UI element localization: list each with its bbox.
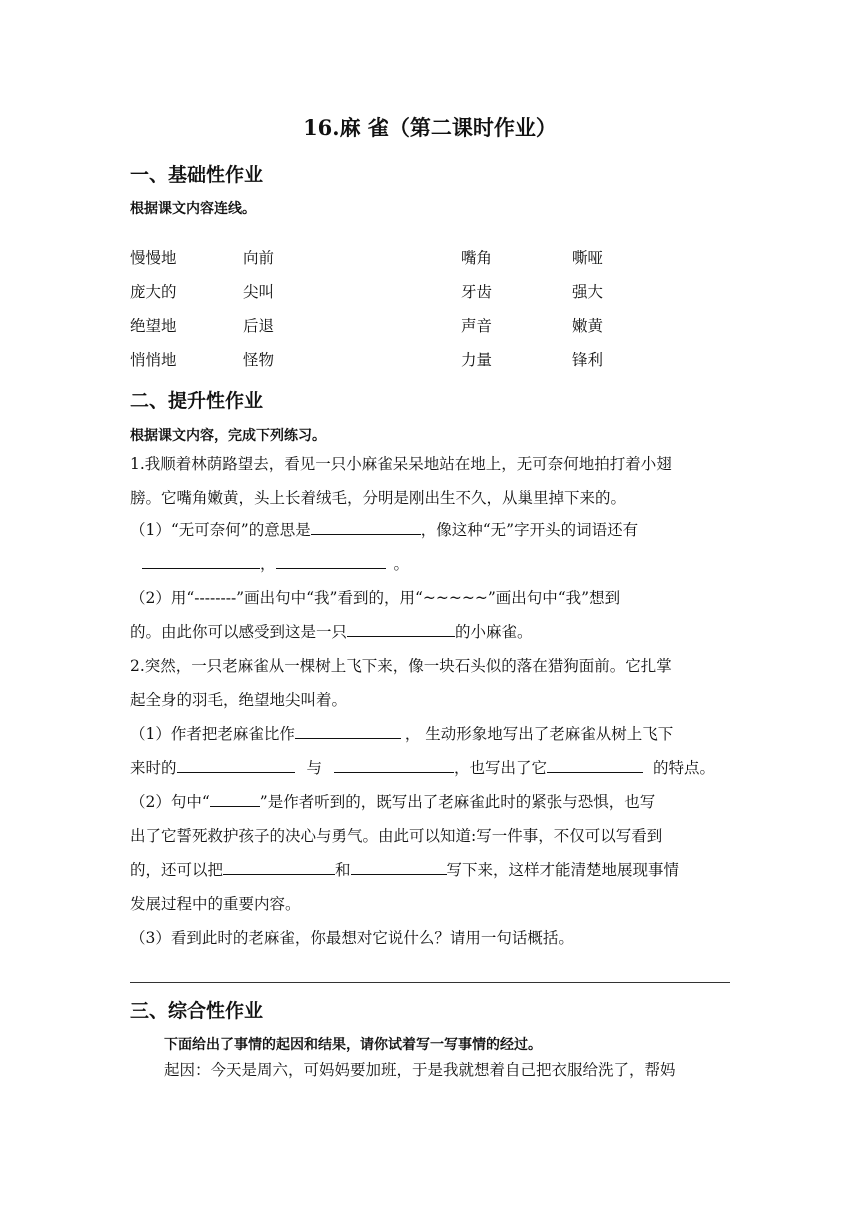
answer-blank[interactable] [210,792,260,807]
match-word: 锋利 [572,351,604,369]
q2-2-line-4: 发展过程中的重要内容。 [130,895,301,913]
section-3-instruction: 下面给出了事情的起因和结果，请你试着写一写事情的经过。 [164,1037,542,1053]
answer-blank[interactable] [223,860,335,875]
q1-2-line: （2）用“--------”画出句中“我”看到的，用“~~~~~”画出句中“我”想到 [130,589,621,607]
q2-2-text: 的，还可以把 [130,861,224,879]
answer-blank[interactable] [177,758,295,773]
q1-1-text: ，像这种“无”字开头的词语还有 [420,521,639,539]
q2-2-text: ”是作者听到的，既写出了老麻雀此时的紧张与恐惧，也写 [259,793,656,811]
q1-2-text: 的。由此你可以感受到这是一只 [130,623,348,641]
match-word: 强大 [572,283,604,301]
q2-2-line [130,790,655,812]
answer-blank[interactable] [276,554,386,569]
q1-2-text: 的小麻雀。 [455,623,533,641]
match-word: 力量 [461,351,493,369]
q2-passage-line: 起全身的羽毛，绝望地尖叫着。 [130,691,348,709]
q2-3-line: （3）看到此时的老麻雀，你最想对它说什么？请用一句话概括。 [130,929,574,947]
q1-1-line-2 [142,552,409,574]
answer-blank[interactable] [295,724,401,739]
match-word: 嘶哑 [572,249,604,267]
q2-1-text: 与 [306,759,323,777]
q2-1-text: 来时的 [130,759,177,777]
q2-passage-line: 2.突然，一只老麻雀从一棵树上飞下来，像一块石头似的落在猎狗面前。它扎掌 [130,657,672,675]
q1-1-text: ， [260,555,276,573]
section-3-cause: 起因：今天是周六，可妈妈要加班，于是我就想着自己把衣服给洗了，帮妈 [164,1061,676,1079]
answer-blank[interactable] [347,622,455,637]
section-3-heading: 三、综合性作业 [130,1000,264,1022]
answer-blank[interactable] [547,758,643,773]
match-word: 怪物 [243,351,275,369]
q1-1-line [130,518,638,540]
match-word: 绝望地 [130,317,177,335]
q2-1-line [130,722,673,744]
section-2-instruction: 根据课文内容，完成下列练习。 [130,428,326,444]
q1-passage-line: 1.我顺着林荫路望去，看见一只小麻雀呆呆地站在地上，无可奈何地拍打着小翅 [130,455,672,473]
match-word: 嫩黄 [572,317,604,335]
answer-blank[interactable] [334,758,454,773]
q2-2-text: （2）句中“ [130,793,210,811]
q2-1-text: ，也写出了它 [454,759,548,777]
q1-passage-line: 膀。它嘴角嫩黄，头上长着绒毛，分明是刚出生不久，从巢里掉下来的。 [130,489,627,507]
q1-1-text: 。 [393,555,410,573]
q2-2-text: 写下来，这样才能清楚地展现事情 [446,861,680,879]
match-word: 向前 [243,249,275,267]
answer-blank[interactable] [311,520,421,535]
section-1-heading: 一、基础性作业 [130,164,264,186]
q2-2-line-2: 出了它誓死救护孩子的决心与勇气。由此可以知道:写一件事，不仅可以写看到 [130,827,663,845]
answer-blank[interactable] [142,554,260,569]
match-word: 慢慢地 [130,249,177,267]
q2-1-text: （1）作者把老麻雀比作 [130,725,295,743]
match-word: 尖叫 [243,283,275,301]
section-2-heading: 二、提升性作业 [130,390,264,412]
q2-1-line-2 [130,756,715,778]
match-word: 后退 [243,317,275,335]
answer-blank[interactable] [351,860,447,875]
q2-2-line-3 [130,858,679,880]
q2-1-text: 的特点。 [653,759,716,777]
page-title: 16.麻 雀（第二课时作业） [303,115,557,140]
match-word: 悄悄地 [130,351,177,369]
q2-1-text: ， 生动形象地写出了老麻雀从树上飞下 [404,725,674,743]
q1-1-text: （1）“无可奈何”的意思是 [130,521,311,539]
divider [130,982,730,983]
q1-2-line-2 [130,620,533,642]
section-1-instruction: 根据课文内容连线。 [130,201,256,217]
match-word: 嘴角 [461,249,493,267]
q2-2-text: 和 [335,861,351,879]
match-word: 声音 [461,317,493,335]
match-word: 庞大的 [130,283,177,301]
match-word: 牙齿 [461,283,493,301]
